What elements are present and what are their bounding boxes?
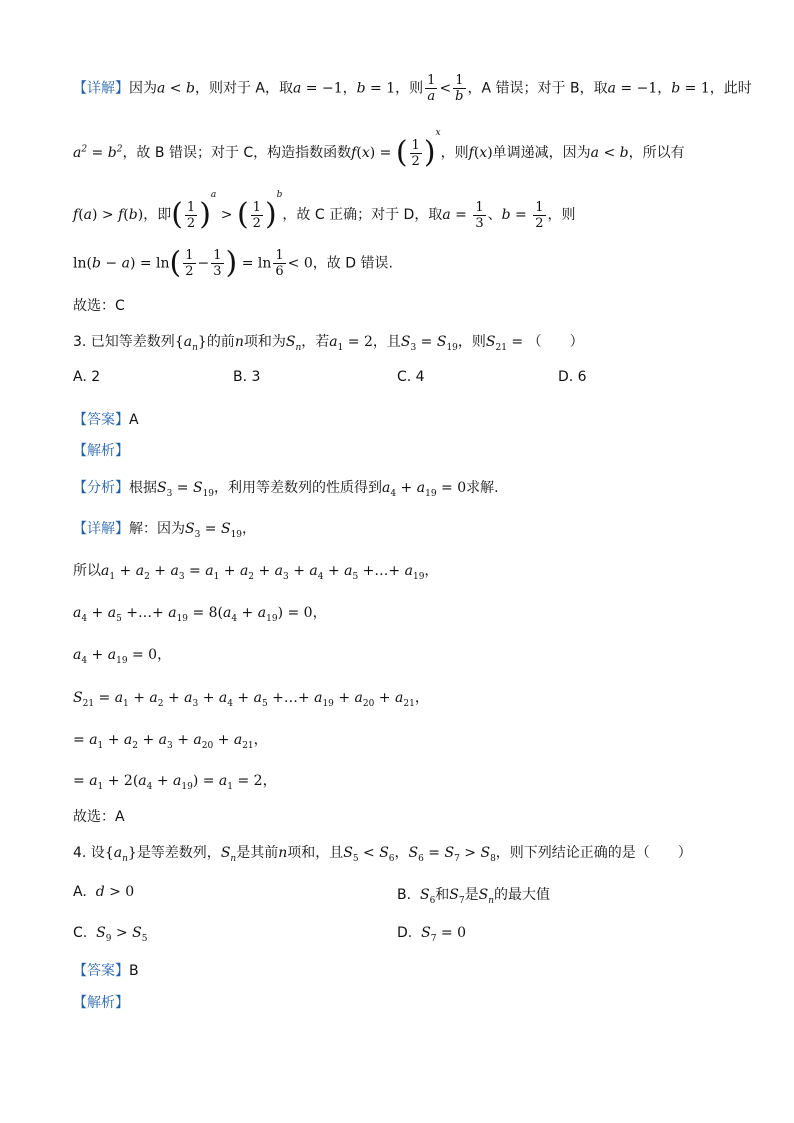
question-4-stem: 4. 设$\{a_n\}$是等差数列，$S_n$是其前n项和，且$S_5 < S_6$，$S_6 = S_7 > S_8$，则下列结论正确的是（ ） [73, 845, 692, 864]
q3-option-a: A. 2 [73, 369, 101, 385]
q3-step-4: $S_{21} = a_1 + a_2 + a_3 + a_4 + a_5$ +…+ $a_{19} + a_{20} + a_{21}$， [73, 690, 429, 709]
q3-step-3: $a_4 + a_{19} = 0$， [73, 647, 172, 666]
q4-option-b: B. $S_6$和$S_7$是$S_n$的最大值 [397, 887, 551, 906]
q3-option-c: C. 4 [397, 369, 425, 385]
q3-choice: 故选：A [73, 809, 125, 825]
detail-tag: 【详解】 [73, 80, 129, 97]
p2-line-4: ln(b − a) = ln( $\frac{1}{2}$ − $\frac{1}{3}$ ) = ln $\frac{1}{6}$ < 0，故 D 错误. [73, 245, 393, 281]
q3-analysis-tag: 【解析】 [73, 443, 129, 459]
q3-fenxi: 【分析】根据$S_3 = S_{19}$，利用等差数列的性质得到$a_4 + a_{19} = 0$求解. [73, 480, 499, 499]
p2-line-2: $a^2 = b^2$，故 B 错误；对于 C，构造指数函数f(x) = ( $\frac{1}{2}$ )$^x$，则f(x)单调递减，因为a < b，所以有 [73, 128, 685, 170]
q3-option-d: D. 6 [558, 369, 587, 385]
p2-line-1: 【详解】因为a < b，则对于 A，取a = −1，b = 1，则 $\frac{1}{a}$ < $\frac{1}{b}$ ，A 错误；对于 B，取a = −1，b = 1，此时 [73, 73, 752, 104]
q3-step-1: 所以$a_1 + a_2 + a_3 = a_1 + a_2 + a_3 + a_4 + a_5$ +…+ $a_{19}$， [73, 563, 439, 582]
q4-option-a: A. d > 0 [73, 884, 135, 900]
question-3-stem: 3. 已知等差数列$\{a_n\}$的前n项和为$S_n$，若$a_1 = 2$，且$S_3 = S_{19}$，则$S_{21}$ = （ ） [73, 334, 584, 353]
q4-option-d: D. $S_7 = 0$ [397, 925, 467, 944]
q3-step-2: $a_4 + a_5$ +…+ $a_{19} = 8(a_4 + a_{19}) = 0$， [73, 605, 327, 624]
q4-option-c: C. $S_9 > S_5$ [73, 925, 148, 944]
q3-answer: 【答案】A [73, 412, 139, 428]
q3-step-6: = $a_1 + 2(a_4 + a_{19}) = a_1 = 2$， [73, 773, 277, 792]
p2-choice: 故选：C [73, 298, 125, 314]
p2-line-3: f(a) > f(b)，即( $\frac{1}{2}$ )$^a$ > ( $\frac{1}{2}$ )$^b$，故 C 正确；对于 D，取a = $\frac{1}{3}$ 、b = $\frac{1}{2}$ ，则 [73, 190, 576, 232]
q4-answer: 【答案】B [73, 963, 139, 979]
q3-detail: 【详解】解：因为$S_3 = S_{19}$， [73, 521, 257, 540]
q3-step-5: = $a_1 + a_2 + a_3 + a_{20} + a_{21}$， [73, 732, 268, 751]
q4-analysis-tag: 【解析】 [73, 995, 129, 1011]
q3-option-b: B. 3 [233, 369, 261, 385]
